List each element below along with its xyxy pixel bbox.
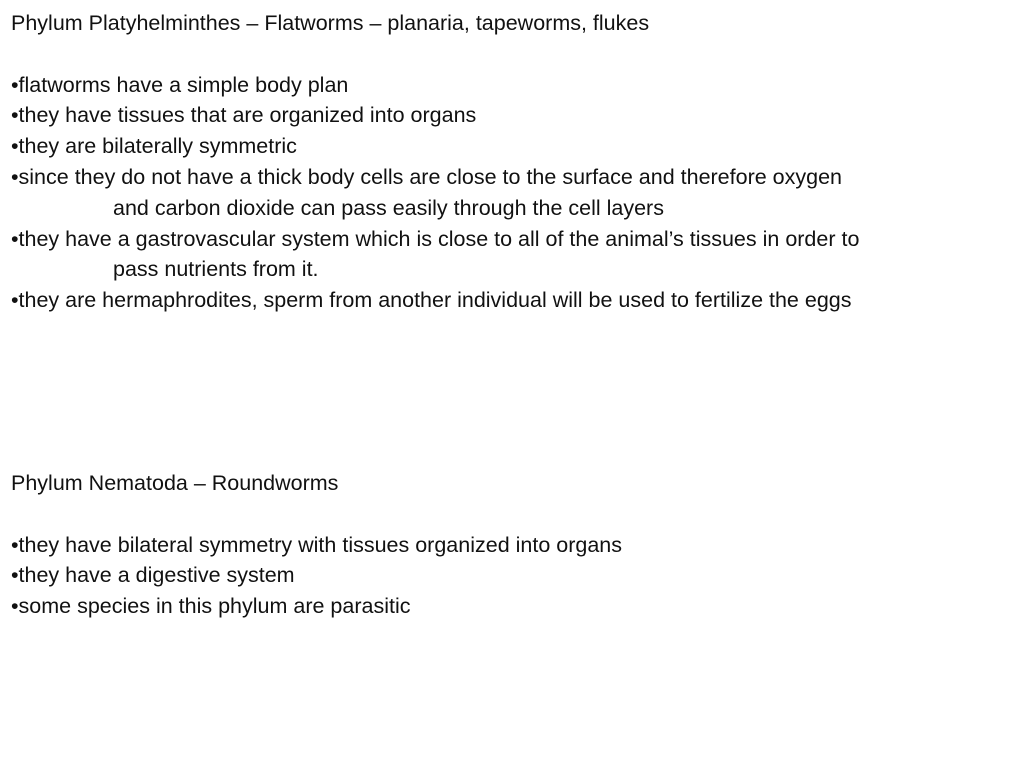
bullet-simple-body-plan: •flatworms have a simple body plan <box>11 72 349 97</box>
bullet-bilateral-symmetry: •they are bilaterally symmetric <box>11 134 297 159</box>
nematoda-section <box>11 468 1021 622</box>
platyhelminthes-section <box>11 8 1021 316</box>
bullet-parasitic: •some species in this phylum are parasitic <box>11 594 411 619</box>
platyhelminthes-heading: Phylum Platyhelminthes – Flatworms – planaria, tapeworms, flukes <box>11 11 650 35</box>
bullet-digestive-system: •they have a digestive system <box>11 563 295 588</box>
bullet-gastrovascular-system: •they have a gastrovascular system which is close to all of the animal’s tissues in order to <box>11 226 860 251</box>
bullet-hermaphrodites: •they are hermaphrodites, sperm from another individual will be used to fertilize the eggs <box>11 288 852 313</box>
bullet-gas-exchange: •since they do not have a thick body cells are close to the surface and therefore oxygen <box>11 164 842 189</box>
bullet-bilateral-symmetry-organs: •they have bilateral symmetry with tissues organized into organs <box>11 532 623 557</box>
bullet-tissues-organs: •they have tissues that are organized into organs <box>11 103 477 128</box>
bullet-gastrovascular-system-continued: pass nutrients from it. <box>113 257 319 282</box>
nematoda-heading: Phylum Nematoda – Roundworms <box>11 471 339 495</box>
bullet-gas-exchange-continued: and carbon dioxide can pass easily through the cell layers <box>113 195 664 220</box>
